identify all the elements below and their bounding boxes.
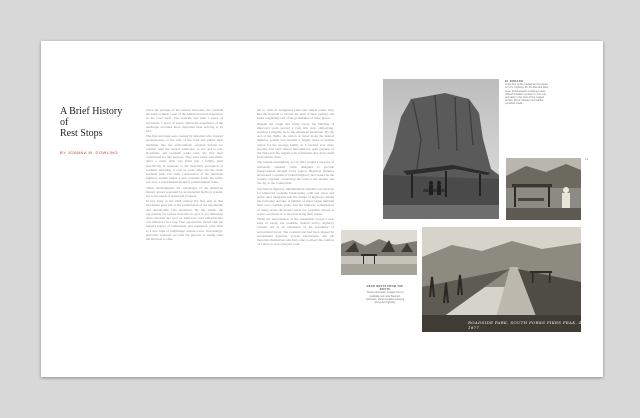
caption-heading: EL DORADO [505,80,524,83]
mesa-photo-caption [505,80,549,106]
paragraph: Since the passage of the earliest motorists, the roadside has been as much a part of the American travel experience as the road itself. The roadside has been a place of recreation, a place of pause, where the experience of the landscape becomes more important than arriving at its end. [146,108,223,134]
article-title-line-2: Rest Stops [60,128,103,139]
picnic-shelter-photo [506,158,581,220]
caption-text: In the first of the traditional rest stops, on U.S. highway 40, the Bennett Rest Area, built beneath a striking mesa, offered travelers a place to rest, eat, and take in the view of the rugged terrain. Picnic shelters and tables provided shade. [505,83,549,106]
paragraph: The federal highway administration remained an advocate for improved roadside landscaping, with rest areas and picnic sites integrated into the design of highways during the following decades. A number of states began building their own roadside parks, and the highway commissions of many states developed plans for waysides placed at scenic overlooks or at intervals along their routes. [257,186,334,216]
paragraph: These developments the advantages of the American historic places espoused by an expanded highway system, not to the needs of speed and progress. [146,185,223,199]
article-byline: BY JOANNA M. DOWLING [60,150,119,155]
caption-text: These postcards, images from a roadside rest near Bennett, Colorado, show travelers pausing along the highway. [365,291,405,305]
paragraph: The federal-aid highway act of 1921 sought a network of nationally oriented roads designed to provide transportation through every region. Highway planners envisioned a system of federal highway that would tie the country together, connecting the farm to the market and the city to the countryside. [257,160,334,186]
page-number: 11 [585,157,589,161]
hillside-road-photo [422,227,581,332]
paragraph: In key entry at the sixth century the first arm of that movement gave rise to the proliferation of the automobile and Automobile Life Roadway. By the 1920s, the opportunity for leisure motorists to spot or accommodate travel became the goal as American road infrastructure was embraced in a way. That opportunity, paired with the nation's legacy of homesteads and expansion, gave birth to a new kind of pilgrimage: leisure travel. Increasingly, motorists ventured out with the purpose of seeing what the land had to offer. [146,199,223,242]
paragraph: While the motorization of the automobile forced a new kind of travel, the roadside, federal policy, highway systems led to an expansion of the popularity of recreational travel. The roadside rest had been shaped by government agencies, private landowners, and the motorists themselves who had come to expect the comfort of a place to stop along the road. [257,217,334,247]
paragraph: Despite the rough and ready travel, the building of improved roads proved a vital first step: embodying, creating a tangible tie to the American landscape. By the end of the 1920s, the notion of travel along the federal highway system had become a largely more accessible option for the average family as it became ever more popular. The land offered motorists the open expanse of the West and the rugged rock formations that drew them from distant cities. [257,121,334,160]
article-title-line-1: A Brief History of [60,106,123,128]
paragraph: led to, with its designated plans and simple tables, they had the freedom to choose the path of their journey and make a rightfully rest of the grandfather of these places. [257,108,334,121]
body-column-2 [257,108,334,368]
caption-heading: NEAR RESTS FROM THE ROUTE [366,285,404,292]
postcard-photo [341,230,417,275]
mesa-rest-stop-photo [383,79,499,219]
body-column-1 [146,108,223,343]
photo-handwritten-label: ROADSIDE PARK, SOUTH FORKS PIKES PEAK, 4-1877 [468,320,584,330]
postcard-caption [365,285,405,304]
article-title [60,106,125,139]
paragraph: The first rest stops were created by motorists who stopped spontaneously at the side of the road and pulled their machines into the environment: wayside havens for comfort with the natural landscape, to eat, and to rest. Roadsides and roadside parks were the first sites constructed for that purpose. They were rarely advertised. After a rustic table was fitted into a family, built specifically in response to the motorist's perception of roadside shopping, it rose as years after. On the rustic roadside park was built, construction of the Interstate highway system began a new roadside form, the safety rest area, a standardized model of predetermined order. [146,134,223,185]
